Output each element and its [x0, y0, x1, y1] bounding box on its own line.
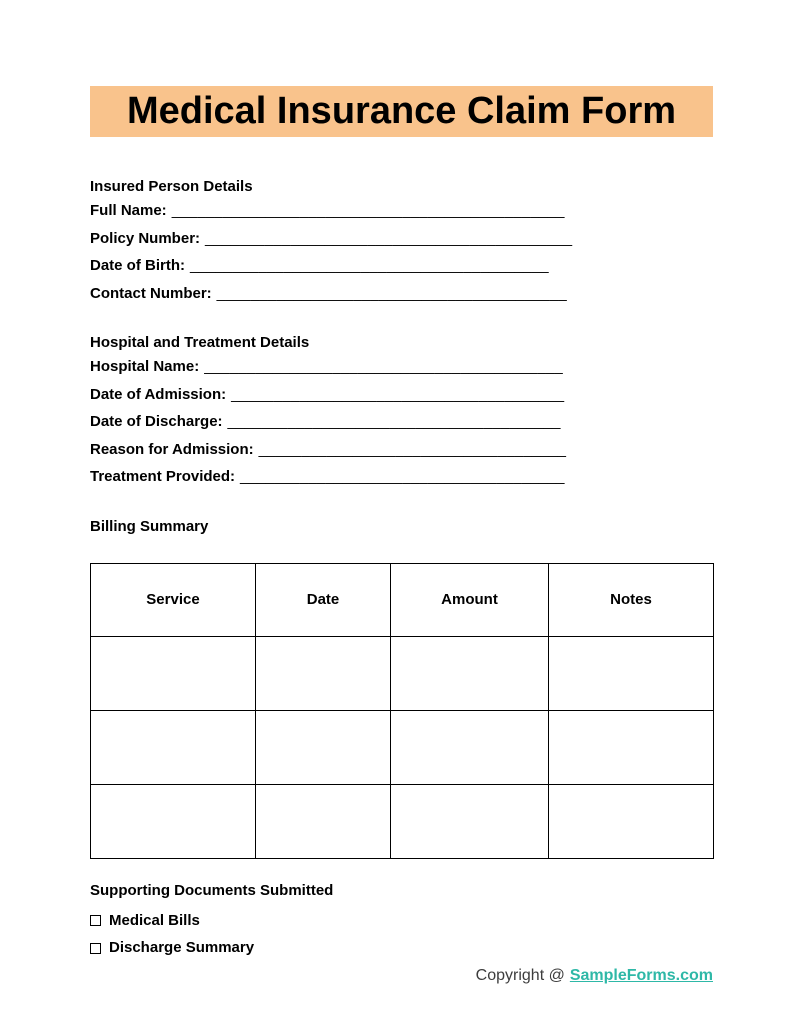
- billing-cell-notes: [549, 784, 714, 858]
- billing-cell-amount: [391, 784, 549, 858]
- billing-table-row: [91, 710, 714, 784]
- footer: [476, 966, 713, 986]
- field-label-date-of-birth: Date of Birth:: [90, 257, 185, 275]
- section-heading-supporting-documents: Supporting Documents Submitted: [90, 881, 334, 899]
- field-label-reason-for-admission: Reason for Admission:: [90, 440, 254, 458]
- section-heading-hospital: Hospital and Treatment Details: [90, 334, 310, 352]
- billing-cell-date: [256, 710, 391, 784]
- billing-cell-service: [91, 710, 256, 784]
- blank-line-hospital-name: __________________________________________: [204, 358, 563, 376]
- billing-cell-notes: [549, 710, 714, 784]
- billing-cell-amount: [391, 636, 549, 710]
- billing-cell-notes: [549, 636, 714, 710]
- billing-header-service: Service: [91, 563, 256, 636]
- copyright-text: Copyright @: [475, 967, 565, 984]
- field-full-name: [90, 197, 713, 225]
- blank-line-reason-for-admission: ____________________________________: [258, 440, 567, 458]
- check-item-medical-bills: [90, 907, 713, 935]
- field-label-hospital-name: Hospital Name:: [90, 358, 200, 376]
- field-policy-number: [90, 225, 713, 253]
- form-title: Medical Insurance Claim Form: [90, 86, 713, 137]
- section-insured: [90, 177, 713, 307]
- billing-cell-date: [256, 636, 391, 710]
- billing-table: [90, 563, 714, 859]
- field-label-date-of-admission: Date of Admission:: [90, 385, 227, 403]
- field-date-of-admission: [90, 381, 713, 409]
- blank-line-full-name: ______________________________________________: [171, 202, 565, 220]
- billing-cell-date: [256, 784, 391, 858]
- check-item-label-discharge-summary: Discharge Summary: [109, 939, 255, 957]
- field-label-policy-number: Policy Number:: [90, 229, 201, 247]
- section-supporting-documents: [90, 881, 713, 962]
- billing-header-date: Date: [256, 563, 391, 636]
- field-reason-for-admission: [90, 436, 713, 464]
- billing-table-row: [91, 636, 714, 710]
- billing-table-row: [91, 784, 714, 858]
- field-treatment-provided: [90, 463, 713, 491]
- blank-line-contact-number: _________________________________________: [216, 284, 567, 302]
- field-date-of-birth: [90, 252, 713, 280]
- field-label-date-of-discharge: Date of Discharge:: [90, 413, 223, 431]
- blank-line-treatment-provided: ______________________________________: [240, 468, 565, 486]
- blank-line-date-of-admission: _______________________________________: [231, 385, 565, 403]
- billing-cell-service: [91, 784, 256, 858]
- field-contact-number: [90, 280, 713, 308]
- field-hospital-name: [90, 353, 713, 381]
- section-billing: [90, 517, 713, 859]
- field-date-of-discharge: [90, 408, 713, 436]
- check-item-label-medical-bills: Medical Bills: [109, 911, 200, 929]
- blank-line-date-of-birth: __________________________________________: [190, 257, 549, 275]
- billing-cell-service: [91, 636, 256, 710]
- check-item-discharge-summary: [90, 934, 713, 962]
- empty-checkbox-icon[interactable]: [90, 915, 101, 926]
- billing-cell-amount: [391, 710, 549, 784]
- sampleforms-link[interactable]: SampleForms.com: [569, 967, 713, 984]
- field-label-contact-number: Contact Number:: [90, 284, 212, 302]
- billing-header-notes: Notes: [549, 563, 714, 636]
- field-label-treatment-provided: Treatment Provided:: [90, 468, 236, 486]
- section-heading-insured: Insured Person Details: [90, 178, 253, 196]
- blank-line-date-of-discharge: _______________________________________: [227, 413, 561, 431]
- field-label-full-name: Full Name:: [90, 202, 167, 220]
- section-heading-billing: Billing Summary: [90, 517, 209, 535]
- blank-line-policy-number: ___________________________________________: [205, 229, 573, 247]
- empty-checkbox-icon[interactable]: [90, 943, 101, 954]
- section-hospital: [90, 333, 713, 491]
- billing-header-amount: Amount: [391, 563, 549, 636]
- billing-table-header-row: [91, 563, 714, 636]
